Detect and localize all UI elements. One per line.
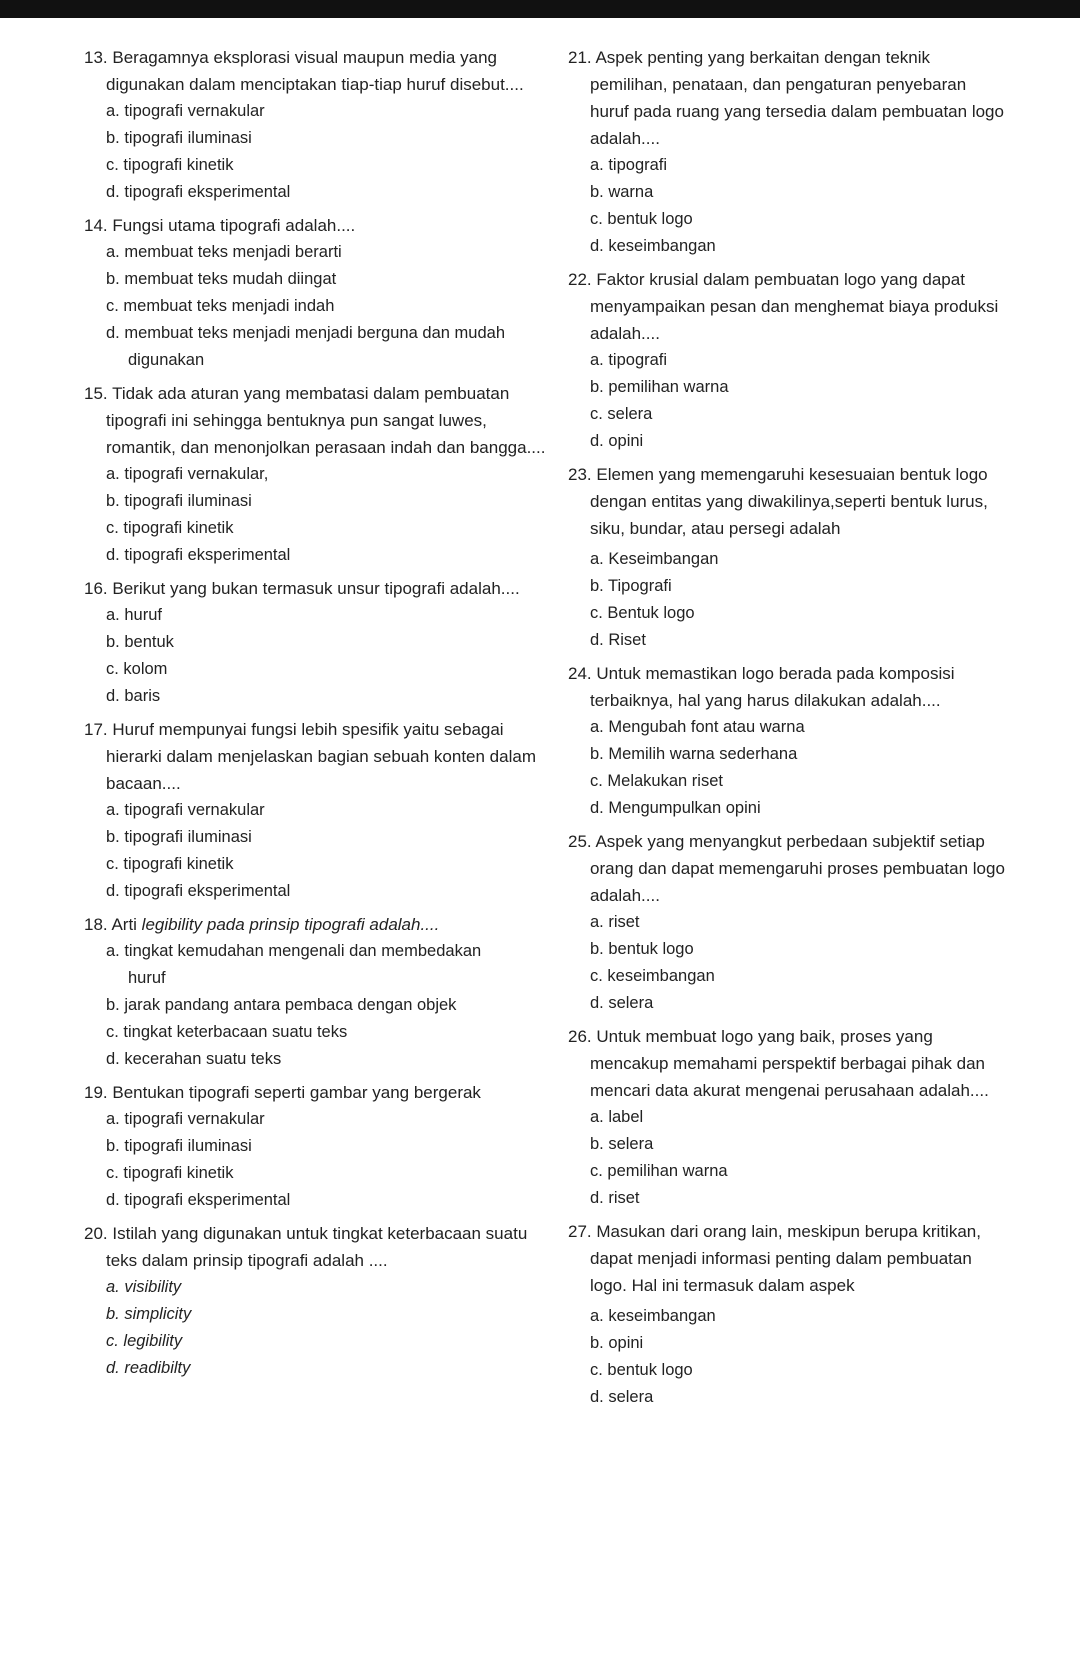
- question-18: [84, 911, 554, 1073]
- option-b[interactable]: b. Tipografi: [590, 577, 672, 595]
- option-c[interactable]: c. bentuk logo: [590, 1361, 693, 1379]
- option-a[interactable]: a. tipografi vernakular: [106, 801, 265, 819]
- option-d[interactable]: d. readibilty: [106, 1359, 191, 1377]
- option-c[interactable]: c. Melakukan riset: [590, 772, 723, 790]
- question-text: 26. Untuk membuat logo yang baik, proses yang mencakup memahami perspektif berbagai pihak dan mencari data akurat mengenai perusahaan adalah....: [568, 1027, 989, 1100]
- option-a[interactable]: a. riset: [590, 913, 640, 931]
- option-b[interactable]: b. tipografi iluminasi: [106, 1137, 252, 1155]
- question-27: [568, 1218, 1008, 1411]
- option-d[interactable]: d. opini: [590, 432, 644, 450]
- option-c[interactable]: c. Bentuk logo: [590, 604, 695, 622]
- option-d[interactable]: d. selera: [590, 1388, 654, 1406]
- question-21: [568, 44, 1008, 260]
- option-c[interactable]: c. bentuk logo: [590, 210, 693, 228]
- option-b[interactable]: b. bentuk logo: [590, 940, 694, 958]
- option-d[interactable]: d. baris: [106, 687, 161, 705]
- question-text: 23. Elemen yang memengaruhi kesesuaian bentuk logo dengan entitas yang diwakilinya,seperti bentuk lurus, siku, bundar, atau persegi adalah: [568, 465, 988, 538]
- question-22: [568, 266, 1008, 455]
- option-c[interactable]: c. tipografi kinetik: [106, 156, 234, 174]
- option-a[interactable]: a. tipografi vernakular,: [106, 465, 269, 483]
- question-16: [84, 575, 554, 710]
- option-a[interactable]: a. membuat teks menjadi berarti: [106, 243, 342, 261]
- question-text: 20. Istilah yang digunakan untuk tingkat keterbacaan suatu teks dalam prinsip tipografi adalah ....: [84, 1224, 528, 1270]
- question-19: [84, 1079, 554, 1214]
- option-a[interactable]: a. Keseimbangan: [590, 550, 719, 568]
- question-14: [84, 212, 554, 374]
- option-d[interactable]: d. Riset: [590, 631, 646, 649]
- option-b[interactable]: b. Memilih warna sederhana: [590, 745, 798, 763]
- option-d[interactable]: d. Mengumpulkan opini: [590, 799, 761, 817]
- option-d[interactable]: d. kecerahan suatu teks: [106, 1050, 282, 1068]
- option-c[interactable]: c. selera: [590, 405, 653, 423]
- top-dark-bar: [0, 0, 1080, 18]
- question-text: 16. Berikut yang bukan termasuk unsur tipografi adalah....: [84, 579, 520, 598]
- option-b[interactable]: b. membuat teks mudah diingat: [106, 270, 337, 288]
- option-b[interactable]: b. tipografi iluminasi: [106, 492, 252, 510]
- option-d[interactable]: d. selera: [590, 994, 654, 1012]
- option-b[interactable]: b. tipografi iluminasi: [106, 828, 252, 846]
- right-column: [568, 44, 1008, 1411]
- question-text: 14. Fungsi utama tipografi adalah....: [84, 216, 356, 235]
- option-c[interactable]: c. pemilihan warna: [590, 1162, 728, 1180]
- option-a[interactable]: a. label: [590, 1108, 644, 1126]
- option-a[interactable]: a. tipografi vernakular: [106, 1110, 265, 1128]
- option-a[interactable]: a. visibility: [106, 1278, 182, 1296]
- question-text: 25. Aspek yang menyangkut perbedaan subjektif setiap orang dan dapat memengaruhi proses pembuatan logo adalah....: [568, 832, 1005, 905]
- option-c[interactable]: c. tingkat keterbacaan suatu teks: [106, 1023, 348, 1041]
- question-text: 27. Masukan dari orang lain, meskipun berupa kritikan, dapat menjadi informasi penting dalam pembuatan logo. Hal ini termasuk dalam aspek: [568, 1222, 981, 1295]
- option-b[interactable]: b. opini: [590, 1334, 644, 1352]
- option-a[interactable]: a. Mengubah font atau warna: [590, 718, 805, 736]
- option-d[interactable]: d. membuat teks menjadi menjadi berguna dan mudah digunakan: [106, 324, 505, 369]
- option-c[interactable]: c. legibility: [106, 1332, 183, 1350]
- option-a[interactable]: a. tipografi vernakular: [106, 102, 265, 120]
- option-a[interactable]: a. tipografi: [590, 351, 668, 369]
- question-17: [84, 716, 554, 905]
- option-d[interactable]: d. tipografi eksperimental: [106, 882, 291, 900]
- question-26: [568, 1023, 1008, 1212]
- question-text: 18. Arti legibility pada prinsip tipografi adalah....: [84, 915, 440, 934]
- question-text: 13. Beragamnya eksplorasi visual maupun media yang digunakan dalam menciptakan tiap-tiap huruf disebut....: [84, 48, 524, 94]
- left-column: [84, 44, 554, 1382]
- option-d[interactable]: d. riset: [590, 1189, 640, 1207]
- option-d[interactable]: d. tipografi eksperimental: [106, 183, 291, 201]
- option-b[interactable]: b. simplicity: [106, 1305, 192, 1323]
- option-a[interactable]: a. tingkat kemudahan mengenali dan membedakan huruf: [106, 942, 482, 987]
- option-d[interactable]: d. keseimbangan: [590, 237, 716, 255]
- question-text: 17. Huruf mempunyai fungsi lebih spesifik yaitu sebagai hierarki dalam menjelaskan bagian sebuah konten dalam bacaan....: [84, 720, 536, 793]
- option-b[interactable]: b. warna: [590, 183, 654, 201]
- question-text: 19. Bentukan tipografi seperti gambar yang bergerak: [84, 1083, 481, 1102]
- question-13: [84, 44, 554, 206]
- option-c[interactable]: c. tipografi kinetik: [106, 519, 234, 537]
- question-24: [568, 660, 1008, 822]
- option-b[interactable]: b. pemilihan warna: [590, 378, 729, 396]
- question-23: [568, 461, 1008, 654]
- option-b[interactable]: b. jarak pandang antara pembaca dengan objek: [106, 996, 457, 1014]
- option-c[interactable]: c. tipografi kinetik: [106, 1164, 234, 1182]
- question-text: 22. Faktor krusial dalam pembuatan logo yang dapat menyampaikan pesan dan menghemat biaya produksi adalah....: [568, 270, 999, 343]
- question-text: 15. Tidak ada aturan yang membatasi dalam pembuatan tipografi ini sehingga bentuknya pun sangat luwes, romantik, dan menonjolkan perasaan indah dan bangga....: [84, 384, 546, 457]
- option-c[interactable]: c. keseimbangan: [590, 967, 715, 985]
- option-a[interactable]: a. huruf: [106, 606, 162, 624]
- question-25: [568, 828, 1008, 1017]
- option-d[interactable]: d. tipografi eksperimental: [106, 1191, 291, 1209]
- option-c[interactable]: c. tipografi kinetik: [106, 855, 234, 873]
- question-text: 24. Untuk memastikan logo berada pada komposisi terbaiknya, hal yang harus dilakukan adalah....: [568, 664, 955, 710]
- question-text: 21. Aspek penting yang berkaitan dengan teknik pemilihan, penataan, dan pengaturan penyebaran huruf pada ruang yang tersedia dalam pembuatan logo adalah....: [568, 48, 1004, 148]
- question-20: [84, 1220, 554, 1382]
- option-b[interactable]: b. bentuk: [106, 633, 174, 651]
- option-a[interactable]: a. tipografi: [590, 156, 668, 174]
- option-a[interactable]: a. keseimbangan: [590, 1307, 716, 1325]
- option-c[interactable]: c. kolom: [106, 660, 168, 678]
- option-b[interactable]: b. selera: [590, 1135, 654, 1153]
- option-d[interactable]: d. tipografi eksperimental: [106, 546, 291, 564]
- option-c[interactable]: c. membuat teks menjadi indah: [106, 297, 335, 315]
- question-15: [84, 380, 554, 569]
- option-b[interactable]: b. tipografi iluminasi: [106, 129, 252, 147]
